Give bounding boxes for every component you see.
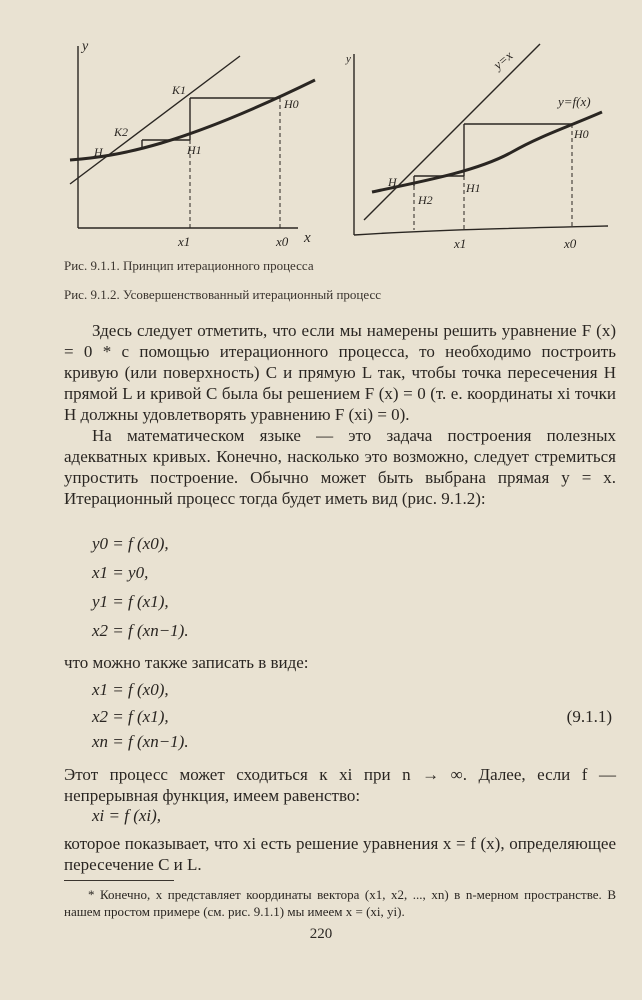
fig1-label-x1: x1 (178, 234, 191, 249)
fig1-label-h1: H1 (187, 143, 202, 157)
fig2-label-x1: x1 (454, 236, 467, 251)
equation-fixed-point: xi = f (xi), (92, 806, 162, 825)
fig2-label-curve: y=f(x) (558, 94, 591, 109)
figure-caption-1: Рис. 9.1.1. Принцип итерационного процесса (64, 258, 314, 273)
figure-caption-2: Рис. 9.1.2. Усовершенствованный итерационный процесс (64, 287, 382, 302)
fig2-label-x0: x0 (564, 236, 577, 251)
fig2-label-h: H (388, 175, 397, 189)
equation-3: y1 = f (x1), (92, 592, 169, 611)
equation-number: (9.1.1) (566, 707, 612, 726)
equation-2: x1 = y0, (92, 563, 149, 582)
footnote: * Конечно, x представляет координаты вектора (x1, x2, ..., xn) в n-мерном пространстве. В нашем простом примере (см. рис. 9.1.1) мы имеем x = (xi, yi). (64, 887, 616, 919)
fig1-label-k2: K2 (114, 125, 129, 139)
body-text-4 (64, 833, 616, 875)
fig1-label-x: x (304, 230, 311, 246)
body-text-1 (64, 320, 616, 509)
fig1-label-y: y (82, 39, 89, 54)
figure-9-1-2 (340, 40, 620, 265)
fig2-label-h1: H1 (466, 181, 481, 195)
paragraph-2: На математическом языке — это задача построения полезных адекватных кривых. Конечно, насколько это возможно, следует стремиться упростить построение. Обычно может быть выбрана прямая y = x. Итерационный процесс тогда будет иметь вид (рис. 9.1.2): (64, 426, 616, 508)
paragraph-1: Здесь следует отметить, что если мы намерены решить уравнение F (x) = 0 * с помощью итерационного процесса, то необходимо построить кривую (или поверхность) C и прямую L так, чтобы точка пересечения H прямой L и кривой C была бы решением F (x) = 0 (т. е. координаты xi точки H должны удовлетворять уравнению F (xi) = 0). (64, 321, 616, 424)
equation-7: xn = f (xn−1). (92, 732, 189, 751)
fig2-label-h2: H2 (418, 193, 433, 207)
line-l (70, 56, 240, 184)
equation-1: y0 = f (x0), (92, 534, 169, 553)
body-text-2 (64, 652, 616, 673)
fig1-label-k1: K1 (172, 83, 187, 97)
footnote-divider (64, 880, 174, 881)
paragraph-3: что можно также записать в виде: (64, 653, 309, 672)
equation-5: x1 = f (x0), (92, 680, 169, 699)
fig2-label-y: y (346, 53, 351, 65)
fig1-label-x0: x0 (276, 234, 289, 249)
figure-9-1-1 (60, 36, 330, 256)
equation-6: x2 = f (x1), (92, 707, 169, 726)
fig1-label-h0: H0 (284, 97, 299, 111)
body-text-3 (64, 764, 616, 806)
fig2-label-line: y=x (490, 47, 516, 73)
equation-4: x2 = f (xn−1). (92, 621, 189, 640)
fig2-label-h0: H0 (574, 127, 589, 141)
page-number: 220 (309, 926, 333, 942)
paragraph-5: которое показывает, что xi есть решение уравнения x = f (x), определяющее пересечение C и L. (64, 834, 616, 874)
paragraph-4: Этот процесс может сходиться к xi при n → ∞. Далее, если f — непрерывная функция, имеем равенство: (64, 765, 616, 805)
line-y-eq-x (364, 44, 540, 220)
x-axis (354, 226, 608, 235)
fig1-label-h: H (94, 145, 103, 159)
